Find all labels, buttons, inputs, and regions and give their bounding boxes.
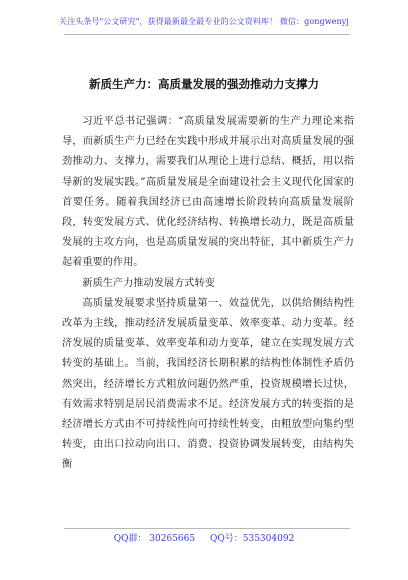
header-divider: [64, 34, 350, 35]
footer-divider: [64, 528, 350, 529]
footer-qq-number: QQ号：535304092: [210, 534, 295, 544]
body-paragraph: 习近平总书记强调：“高质量发展需要新的生产力理论来指导，而新质生产力已经在实践中形成并展示出对高质量发展的强劲推动力、支撑力，需要我们从理论上进行总结、概括，用以指导新的发展实践。”高质量发展是全面建设社会主义现代化国家的首要任务。随着我国经济已由高速增长阶段转向高质量发展阶段，转变发展方式、优化经济结构、转换增长动力，既是高质量发展的主攻方向，也是高质量发展的突出特征，其中新质生产力起着重要的作用。: [62, 116, 354, 269]
header-promo-note: 关注头条号"公文研究"，获得最新最全最专业的公文资料库！ 微信：gongwenyj: [59, 17, 349, 26]
body-paragraph: 高质量发展要求坚持质量第一、效益优先，以供给侧结构性改革为主线，推动经济发展质量变革、效率变革、动力变革。经济发展的质量变革、效率变革和动力变革，建立在实现发展方式转变的基础上。当前，我国经济长期积累的结构性体制性矛盾仍然突出，经济增长方式粗放问题仍然严重，投资规模增长过快，有效需求特别是居民消费需求不足。经济发展方式的转变指的是经济增长方式由不可持续性向可持续性转变，由粗放型向集约型转变，由出口拉动向出口、消费、投资协调发展转变，由结构失衡: [62, 297, 354, 471]
document-title: 新质生产力：高质量发展的强劲推动力支撑力: [89, 77, 319, 91]
footer-contact: [0, 531, 408, 544]
footer-qq-group: QQ群： 30265665: [113, 534, 196, 544]
document-body: [62, 112, 354, 476]
section-heading: 新质生产力推动发展方式转变: [82, 277, 215, 289]
